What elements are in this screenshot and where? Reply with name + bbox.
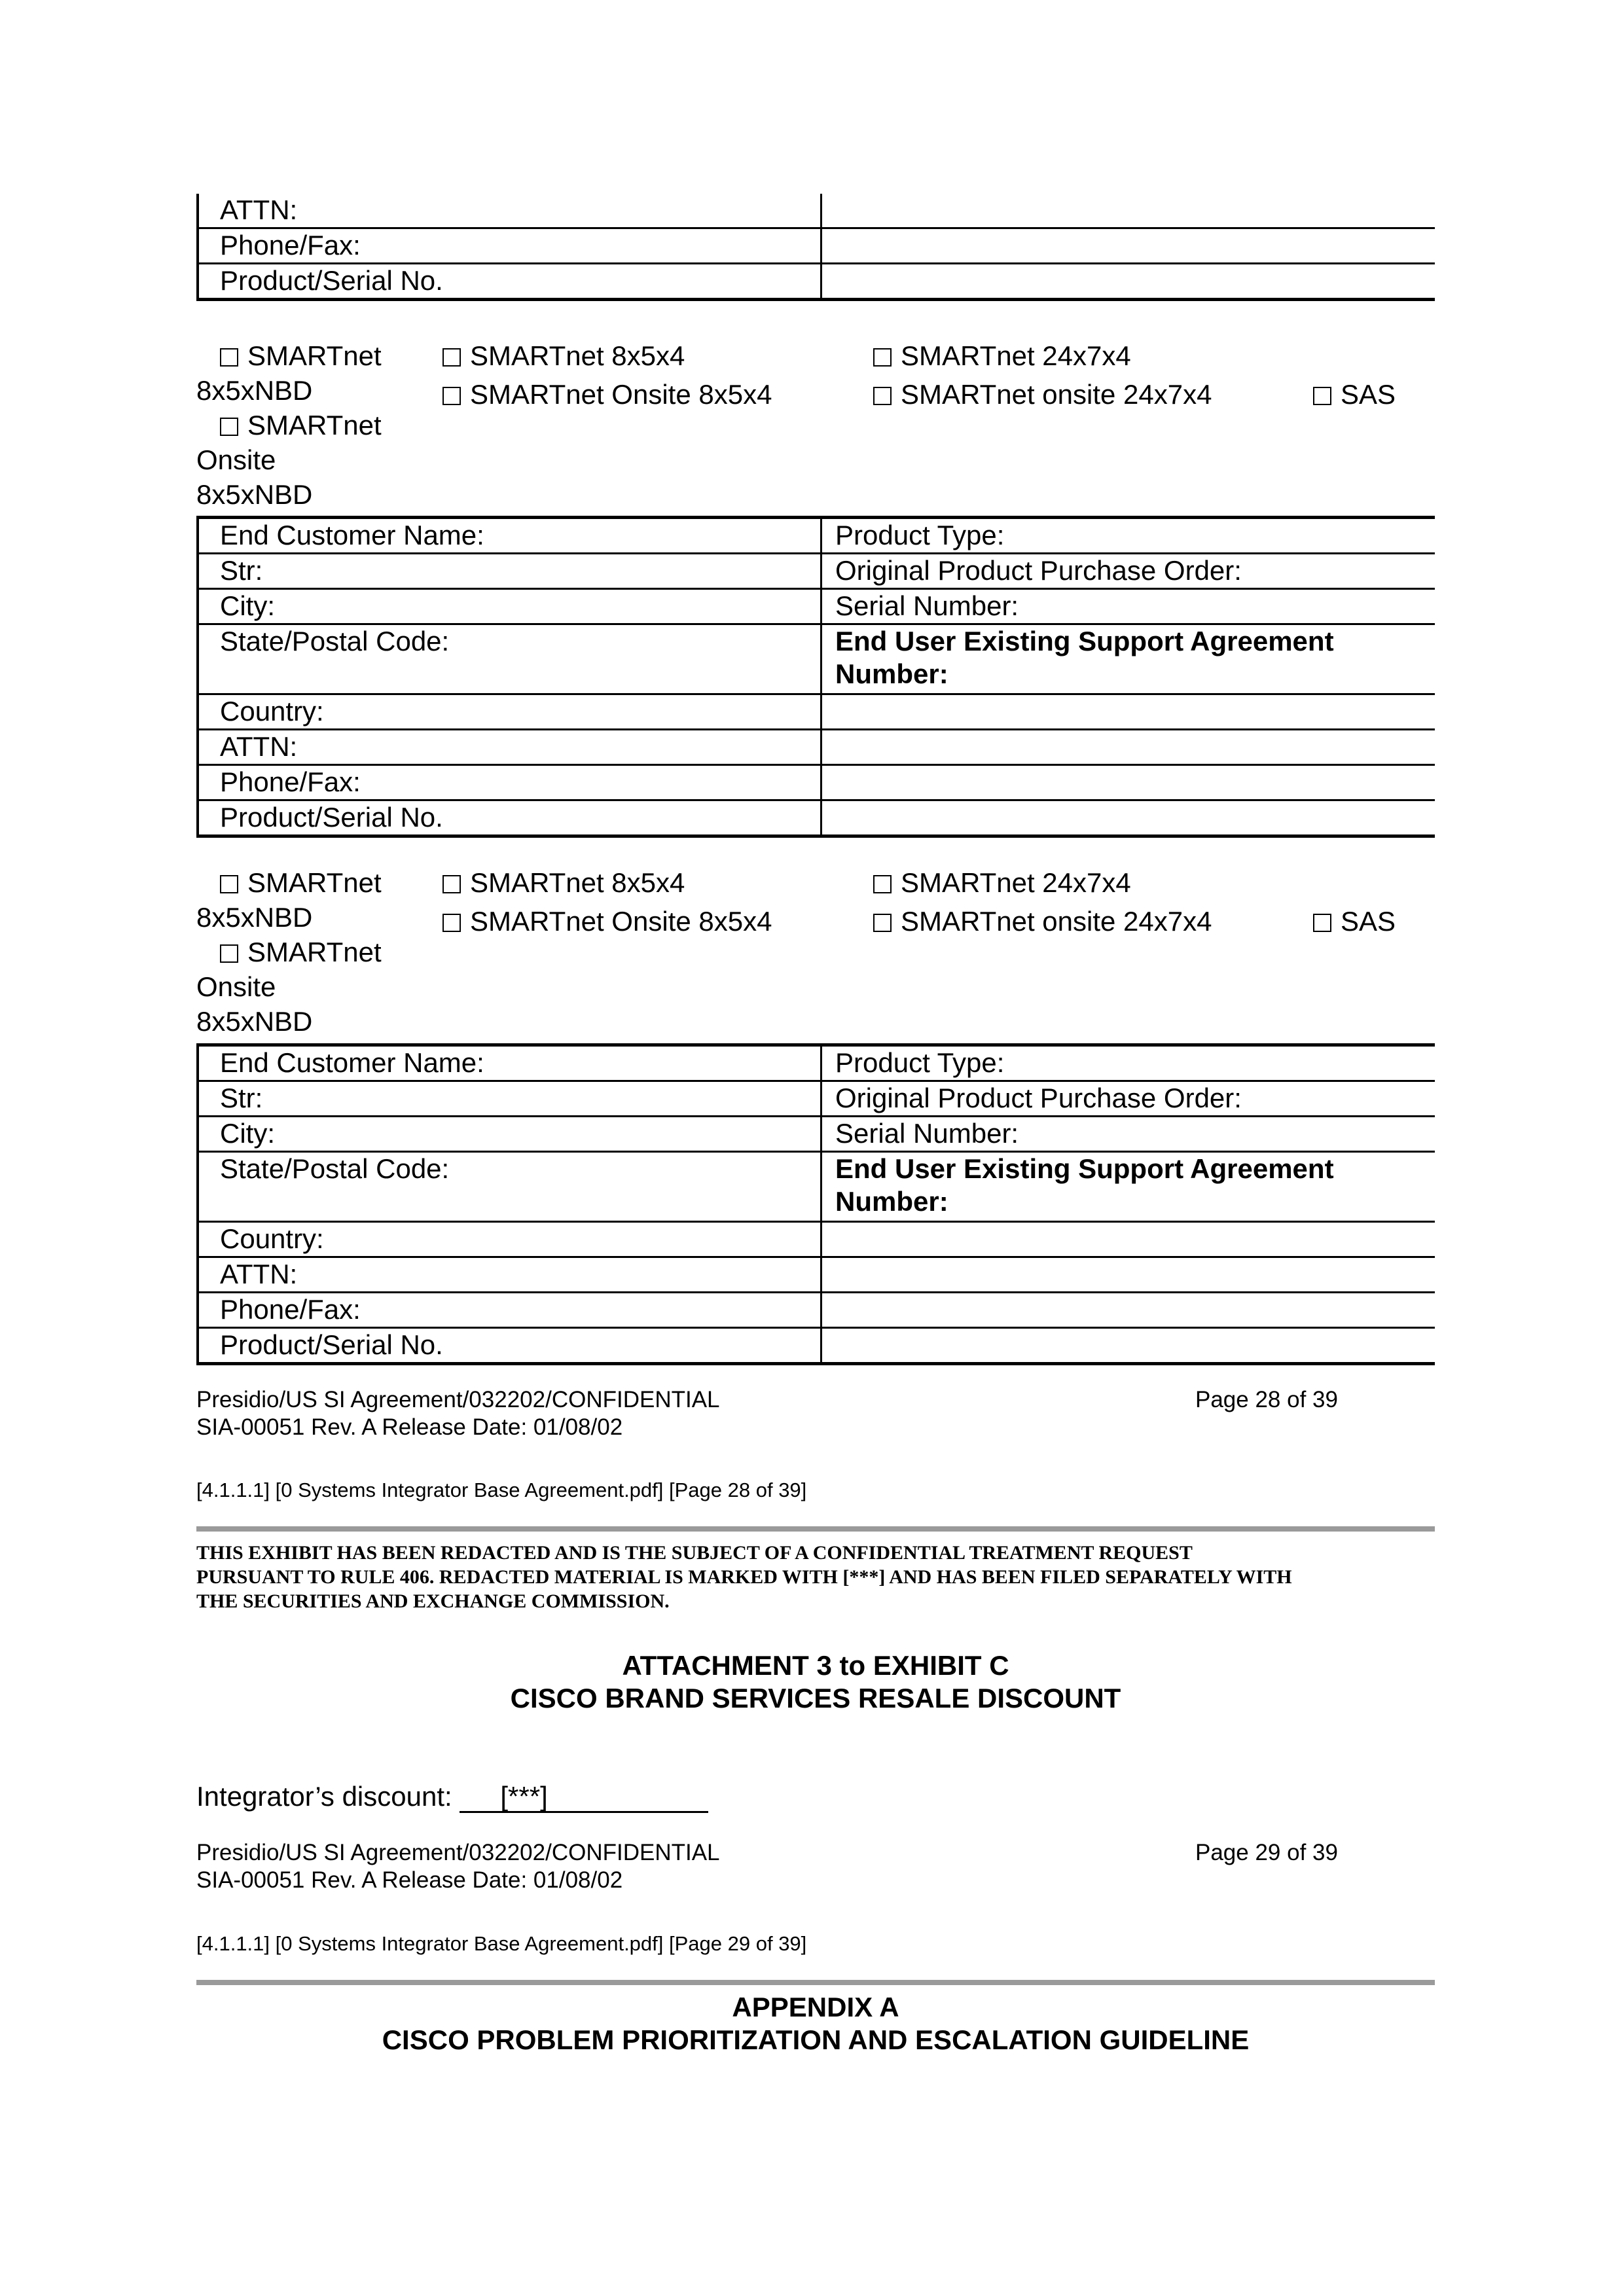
option-sas[interactable]: SAS bbox=[1313, 377, 1396, 412]
table-row bbox=[198, 1152, 1435, 1222]
table-row bbox=[198, 228, 1435, 264]
phone-fax-field[interactable] bbox=[821, 1293, 1435, 1328]
table-row bbox=[198, 1222, 1435, 1257]
option-smartnet-onsite-8x5x4[interactable]: SMARTnet Onsite 8x5x4 bbox=[442, 904, 772, 939]
product-type-label: Product Type: bbox=[821, 1045, 1435, 1081]
product-type-label: Product Type: bbox=[821, 518, 1435, 554]
product-serial-label: Product/Serial No. bbox=[198, 800, 821, 836]
option-smartnet-24x7x4[interactable]: SMARTnet 24x7x4 bbox=[873, 865, 1131, 900]
country-label: Country: bbox=[198, 1222, 821, 1257]
checkbox-icon[interactable] bbox=[1313, 914, 1331, 932]
option-smartnet-8x5xnbd[interactable]: SMARTnet bbox=[220, 338, 382, 373]
phone-fax-label: Phone/Fax: bbox=[198, 1293, 821, 1328]
footer-release-line: SIA-00051 Rev. A Release Date: 01/08/02 bbox=[196, 1867, 623, 1893]
table-row bbox=[198, 1293, 1435, 1328]
option-smartnet-24x7x4[interactable]: SMARTnet 24x7x4 bbox=[873, 338, 1131, 373]
contact-table-continued bbox=[196, 194, 1435, 301]
table-row bbox=[198, 624, 1435, 694]
checkbox-icon[interactable] bbox=[873, 348, 892, 367]
table-row bbox=[198, 194, 1435, 228]
end-customer-table-2 bbox=[196, 1043, 1435, 1365]
support-agreement-label: End User Existing Support Agreement Number: bbox=[821, 624, 1435, 694]
table-row bbox=[198, 1328, 1435, 1364]
option-label-line: Onsite bbox=[196, 971, 276, 1002]
option-label-line: Onsite bbox=[196, 444, 276, 475]
option-label-line: 8x5xNBD bbox=[196, 479, 313, 510]
table-row bbox=[198, 765, 1435, 800]
phone-fax-field[interactable] bbox=[821, 765, 1435, 800]
state-postal-label: State/Postal Code: bbox=[198, 1152, 821, 1222]
option-smartnet-8x5x4[interactable]: SMARTnet 8x5x4 bbox=[442, 338, 685, 373]
checkbox-icon[interactable] bbox=[873, 914, 892, 932]
table-row bbox=[198, 800, 1435, 836]
city-label: City: bbox=[198, 1117, 821, 1152]
original-po-label: Original Product Purchase Order: bbox=[821, 554, 1435, 589]
end-customer-name-label: End Customer Name: bbox=[198, 1045, 821, 1081]
product-serial-field[interactable] bbox=[821, 800, 1435, 836]
option-smartnet-onsite-8x5xnbd[interactable]: SMARTnet bbox=[220, 408, 382, 442]
checkbox-icon[interactable] bbox=[442, 875, 461, 893]
table-row bbox=[198, 730, 1435, 765]
discount-value: [***] bbox=[460, 1782, 708, 1813]
footer-release-line: SIA-00051 Rev. A Release Date: 01/08/02 bbox=[196, 1414, 623, 1440]
checkbox-icon[interactable] bbox=[220, 418, 238, 436]
support-agreement-label: End User Existing Support Agreement Number: bbox=[821, 1152, 1435, 1222]
serial-number-label: Serial Number: bbox=[821, 1117, 1435, 1152]
integrator-discount: Integrator’s discount: [***] bbox=[196, 1780, 708, 1814]
redaction-notice: THIS EXHIBIT HAS BEEN REDACTED AND IS THE SUBJECT OF A CONFIDENTIAL TREATMENT REQUEST PURSUANT TO RULE 406. REDACTED MATERIAL IS MARKED WITH [***] AND HAS BEEN FILED SEPARATELY WITH THE SECURITIES AND EXCHANGE COMMISSION. bbox=[196, 1542, 1292, 1612]
product-serial-label: Product/Serial No. bbox=[198, 1328, 821, 1364]
option-smartnet-8x5xnbd[interactable]: SMARTnet bbox=[220, 865, 382, 900]
attn-label: ATTN: bbox=[198, 1257, 821, 1293]
state-postal-label: State/Postal Code: bbox=[198, 624, 821, 694]
attn-field[interactable] bbox=[821, 730, 1435, 765]
street-label: Str: bbox=[198, 554, 821, 589]
option-smartnet-8x5x4[interactable]: SMARTnet 8x5x4 bbox=[442, 865, 685, 900]
original-po-label: Original Product Purchase Order: bbox=[821, 1081, 1435, 1117]
checkbox-icon[interactable] bbox=[873, 387, 892, 405]
table-row bbox=[198, 1257, 1435, 1293]
end-customer-table-1 bbox=[196, 516, 1435, 838]
serial-number-label: Serial Number: bbox=[821, 589, 1435, 624]
footer-page-number: Page 29 of 39 bbox=[1195, 1840, 1338, 1865]
appendix-title: APPENDIX A CISCO PROBLEM PRIORITIZATION AND ESCALATION GUIDELINE bbox=[382, 1992, 1250, 2055]
option-label-line: 8x5xNBD bbox=[196, 1006, 313, 1037]
checkbox-icon[interactable] bbox=[442, 387, 461, 405]
checkbox-icon[interactable] bbox=[220, 875, 238, 893]
checkbox-icon[interactable] bbox=[873, 875, 892, 893]
table-row bbox=[198, 694, 1435, 730]
country-label: Country: bbox=[198, 694, 821, 730]
city-label: City: bbox=[198, 589, 821, 624]
checkbox-icon[interactable] bbox=[220, 348, 238, 367]
attn-label: ATTN: bbox=[198, 730, 821, 765]
end-customer-name-label: End Customer Name: bbox=[198, 518, 821, 554]
phone-fax-label: Phone/Fax: bbox=[198, 765, 821, 800]
option-label-line: 8x5xNBD bbox=[196, 375, 313, 406]
attachment-title: ATTACHMENT 3 to EXHIBIT C CISCO BRAND SERVICES RESALE DISCOUNT bbox=[510, 1650, 1121, 1713]
phone-fax-label: Phone/Fax: bbox=[198, 228, 821, 264]
checkbox-icon[interactable] bbox=[1313, 387, 1331, 405]
attn-field[interactable] bbox=[821, 1257, 1435, 1293]
table-row bbox=[198, 589, 1435, 624]
product-serial-label: Product/Serial No. bbox=[198, 264, 821, 300]
option-smartnet-onsite-24x7x4[interactable]: SMARTnet onsite 24x7x4 bbox=[873, 904, 1212, 939]
footer-agreement-line: Presidio/US SI Agreement/032202/CONFIDENTIAL bbox=[196, 1387, 720, 1412]
option-smartnet-onsite-8x5xnbd[interactable]: SMARTnet bbox=[220, 935, 382, 969]
footer-page-number: Page 28 of 39 bbox=[1195, 1387, 1338, 1412]
checkbox-icon[interactable] bbox=[220, 944, 238, 963]
page-divider bbox=[196, 1980, 1435, 1985]
table-row bbox=[198, 1081, 1435, 1117]
checkbox-icon[interactable] bbox=[442, 914, 461, 932]
option-sas[interactable]: SAS bbox=[1313, 904, 1396, 939]
attn-label: ATTN: bbox=[198, 194, 821, 228]
table-row bbox=[198, 554, 1435, 589]
table-row bbox=[198, 1045, 1435, 1081]
product-serial-field[interactable] bbox=[821, 264, 1435, 300]
street-label: Str: bbox=[198, 1081, 821, 1117]
attn-field[interactable] bbox=[821, 194, 1435, 228]
option-smartnet-onsite-24x7x4[interactable]: SMARTnet onsite 24x7x4 bbox=[873, 377, 1212, 412]
product-serial-field[interactable] bbox=[821, 1328, 1435, 1364]
option-smartnet-onsite-8x5x4[interactable]: SMARTnet Onsite 8x5x4 bbox=[442, 377, 772, 412]
option-label-line: 8x5xNBD bbox=[196, 902, 313, 933]
footer-agreement-line: Presidio/US SI Agreement/032202/CONFIDENTIAL bbox=[196, 1840, 720, 1865]
page-reference: [4.1.1.1] [0 Systems Integrator Base Agreement.pdf] [Page 29 of 39] bbox=[196, 1932, 807, 1955]
table-row bbox=[198, 1117, 1435, 1152]
page-reference: [4.1.1.1] [0 Systems Integrator Base Agreement.pdf] [Page 28 of 39] bbox=[196, 1479, 807, 1501]
page-divider bbox=[196, 1526, 1435, 1532]
country-field[interactable] bbox=[821, 694, 1435, 730]
table-row bbox=[198, 518, 1435, 554]
checkbox-icon[interactable] bbox=[442, 348, 461, 367]
country-field[interactable] bbox=[821, 1222, 1435, 1257]
table-row bbox=[198, 264, 1435, 300]
phone-fax-field[interactable] bbox=[821, 228, 1435, 264]
